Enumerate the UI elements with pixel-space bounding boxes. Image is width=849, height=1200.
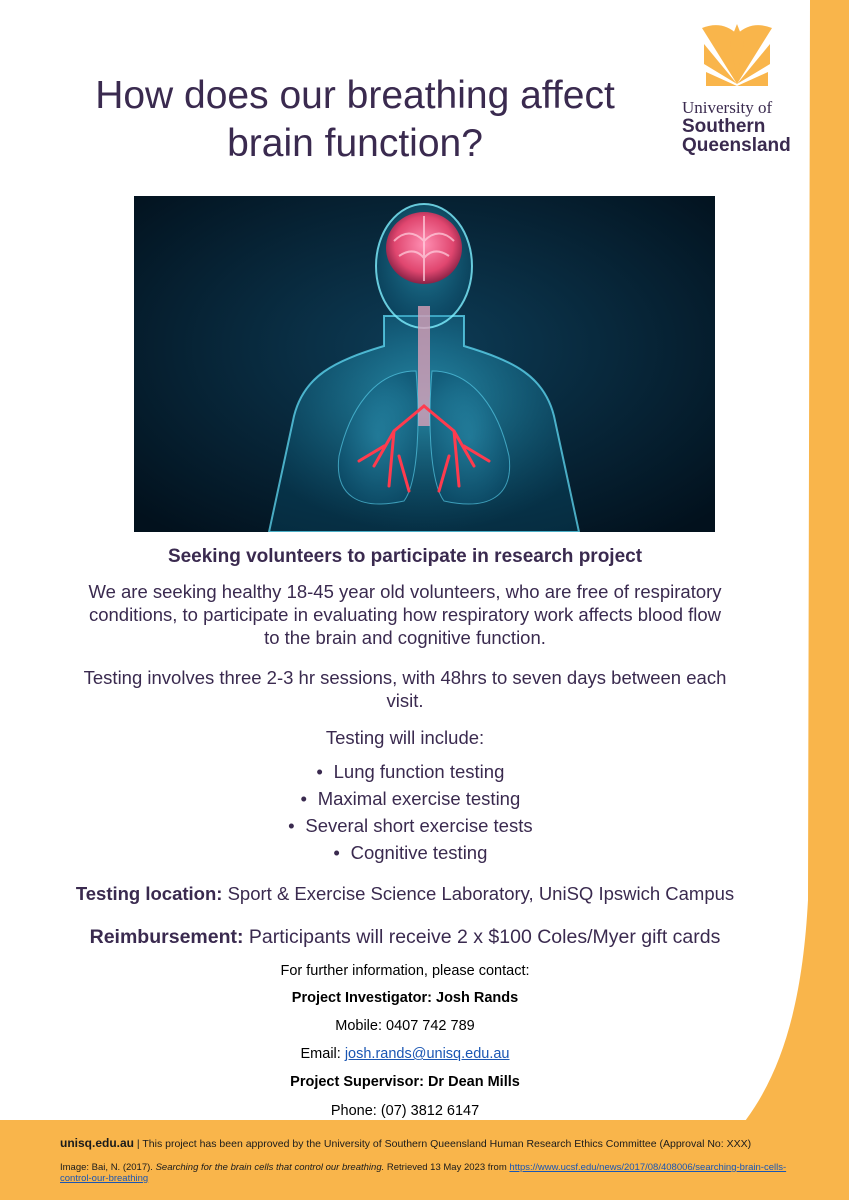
email-line: Email: josh.rands@unisq.edu.au xyxy=(300,1046,510,1062)
footer-image-credit: Image: Bai, N. (2017). Searching for the brain cells that control our breathing. Retrieved 13 May 2023 from https://www.ucsf.edu/news/2017/08/408006/searching-brain-cells-control-our-breathing xyxy=(60,1162,787,1184)
bullet-icon: • xyxy=(288,815,295,836)
supervisor-name: Project Supervisor: Dr Dean Mills xyxy=(290,1074,520,1090)
email-link[interactable]: josh.rands@unisq.edu.au xyxy=(344,1046,510,1062)
logo-line3: Queensland xyxy=(682,135,791,156)
list-item: • Lung function testing xyxy=(40,758,770,785)
list-item: • Cognitive testing xyxy=(40,839,770,866)
logo-line2: Southern xyxy=(682,116,766,137)
bullet-icon: • xyxy=(333,842,340,863)
mobile-number: Mobile: 0407 742 789 xyxy=(335,1018,475,1034)
logo-wordmark xyxy=(682,98,792,155)
contact-intro: For further information, please contact: xyxy=(280,963,530,979)
brain-lungs-image xyxy=(134,196,715,532)
site-link[interactable]: unisq.edu.au xyxy=(60,1136,135,1150)
page-title: How does our breathing affect brain function? xyxy=(95,74,615,165)
brain-and-lungs-anatomy-icon xyxy=(134,196,715,532)
reimbursement: Reimbursement: Participants will receive 2 x $100 Coles/Myer gift cards xyxy=(89,926,721,948)
list-item: • Several short exercise tests xyxy=(40,812,770,839)
footer-bar xyxy=(0,1120,849,1200)
investigator-name: Project Investigator: Josh Rands xyxy=(291,990,519,1006)
sessions-paragraph: Testing involves three 2-3 hr sessions, with 48hrs to seven days between each visit. xyxy=(83,667,727,711)
bullet-icon: • xyxy=(300,788,307,809)
university-logo xyxy=(682,14,792,164)
footer-ethics: unisq.edu.au | This project has been approved by the University of Southern Queensland Human Research Ethics Committee (Approval No: XXX) xyxy=(60,1136,752,1150)
testing-location: Testing location: Sport & Exercise Science Laboratory, UniSQ Ipswich Campus xyxy=(75,883,735,904)
intro-paragraph: We are seeking healthy 18-45 year old volunteers, who are free of respiratory conditions, to participate in evaluating how respiratory work affects blood flow to the brain and cognitive function. xyxy=(88,581,722,648)
image-source-link[interactable]: https://www.ucsf.edu/news/2017/08/408006/searching-brain-cells-control-our-breathing xyxy=(60,1162,787,1184)
include-heading: Testing will include: xyxy=(325,727,485,748)
phone-number: Phone: (07) 3812 6147 xyxy=(330,1103,480,1119)
list-item: • Maximal exercise testing xyxy=(40,785,770,812)
bullet-icon: • xyxy=(316,761,323,782)
logo-line1: University of xyxy=(682,98,773,117)
section-subhead: Seeking volunteers to participate in research project xyxy=(167,546,643,567)
testing-list xyxy=(40,758,770,866)
sunburst-logo-icon xyxy=(682,14,792,94)
